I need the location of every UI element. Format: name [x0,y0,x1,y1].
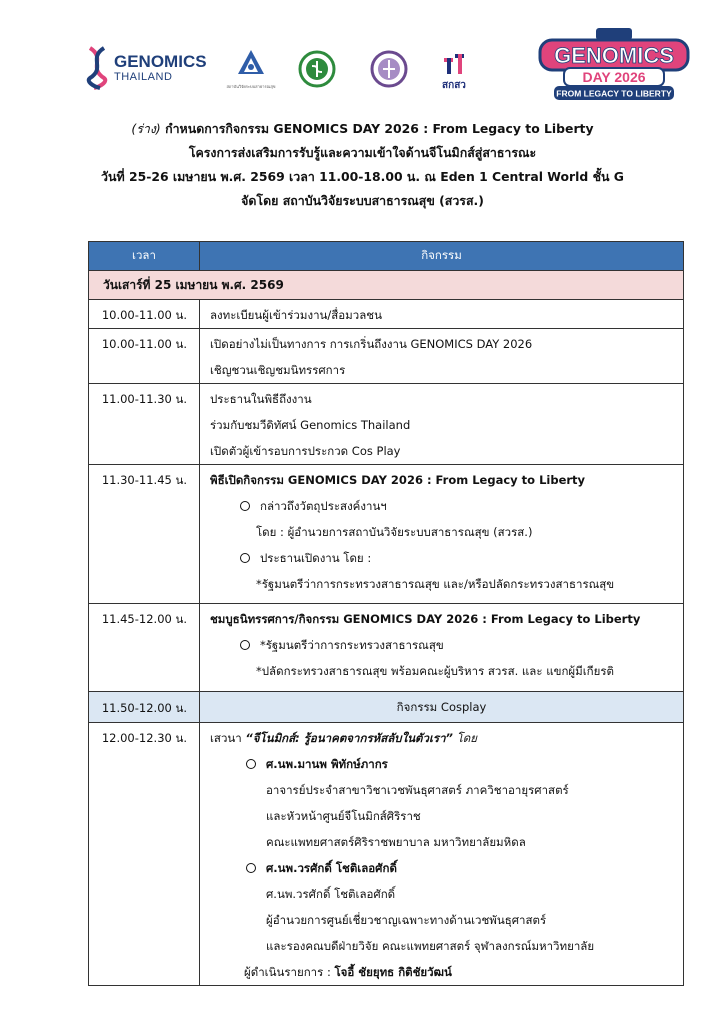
header-title-line [0,117,725,141]
table-row [89,465,684,604]
panel-prefix: เสวนา [210,731,246,745]
activity-line: เชิญชวนเชิญชมนิทรรศการ [210,363,346,377]
row-time: 11.50-12.00 น. [89,692,200,723]
dna-helix-icon [84,46,110,90]
row-activity [200,300,684,329]
speaker-name [210,855,683,881]
activity-title: พิธีเปิดกิจกรรม GENOMICS DAY 2026 : From Legacy to Liberty [210,473,586,487]
circle-bullet-icon [240,501,250,511]
table-row [89,604,684,692]
speaker-detail: อาจารย์ประจำสาขาวิชาเวชพันธุศาสตร์ ภาควิชาอายุรศาสตร์ [266,783,569,797]
activity-line: ร่วมกับชมวีดิทัศน์ Genomics Thailand [210,418,411,432]
row-activity [200,723,684,986]
row-activity [200,329,684,384]
bullet-item [210,632,683,658]
speaker-name [210,751,683,777]
speaker-detail: ผู้อำนวยการศูนย์เชี่ยวชาญเฉพาะทางด้านเวชพันธุศาสตร์ [266,913,547,927]
col-activity-header: กิจกรรม [200,242,684,271]
table-header-row [89,242,684,271]
row-time: 11.30-11.45 น. [89,465,200,604]
panel-suffix: โดย [452,731,478,745]
panel-title [210,725,683,751]
speaker-detail: คณะแพทยศาสตร์ศิริราชพยาบาล มหาวิทยาลัยมหิดล [266,835,526,849]
hsri-emblem-icon [236,48,266,78]
panel-quote: “จีโนมิกส์: รู้อนาคตจากรหัสลับในตัวเรา” [245,731,453,745]
tsri-logo [440,52,468,93]
bullet-subtext: โดย : ผู้อำนวยการสถาบันวิจัยระบบสาธารณสุข (สวรส.) [256,525,533,539]
header-organizer: จัดโดย สถาบันวิจัยระบบสาธารณสุข (สวรส.) [241,193,484,208]
genomics-day-tagline: FROM LEGACY TO LIBERTY [556,88,672,99]
row-time: 11.45-12.00 น. [89,604,200,692]
speaker-text: ศ.นพ.วรศักดิ์ โชติเลอศักดิ์ [266,861,397,875]
activity-line: ลงทะเบียนผู้เข้าร่วมงาน/สื่อมวลชน [210,308,382,322]
bullet-subtext: *รัฐมนตรีว่าการกระทรวงสาธารณสุข และ/หรือปลัดกระทรวงสาธารณสุข [256,577,615,591]
document-header [0,117,725,213]
col-time-header: เวลา [89,242,200,271]
header-title: กำหนดการกิจกรรม GENOMICS DAY 2026 : From Legacy to Liberty [165,121,594,136]
circle-bullet-icon [240,640,250,650]
table-row [89,384,684,465]
moph-logo [298,50,336,92]
circle-bullet-icon [240,553,250,563]
hsri-logo [226,48,276,90]
moderator-label: ผู้ดำเนินรายการ : [244,965,335,979]
genomics-wordmark: GENOMICS [114,52,207,71]
genomics-day-title: GENOMICS [554,43,674,68]
bullet-text: ประธานเปิดงาน โดย : [260,551,372,565]
dms-logo [370,50,408,92]
moph-seal-icon [298,50,336,88]
speaker-detail: ศ.นพ.วรศักดิ์ โชติเลอศักดิ์ [266,887,396,901]
day-label: วันเสาร์ที่ 25 เมษายน พ.ศ. 2569 [89,271,684,300]
header-project: โครงการส่งเสริมการรับรู้และความเข้าใจด้านจีโนมิกส์สู่สาธารณะ [188,145,537,160]
tsri-caption: สกสว [442,80,466,91]
genomics-day-logo [536,26,692,110]
row-activity: กิจกรรม Cosplay [200,692,684,723]
table-row [89,723,684,986]
tsri-mark-icon [442,52,466,76]
table-row [89,329,684,384]
table-row [89,300,684,329]
row-time: 11.00-11.30 น. [89,384,200,465]
row-time: 10.00-11.00 น. [89,329,200,384]
bullet-text: กล่าวถึงวัตถุประสงค์งานฯ [260,499,387,513]
genomics-day-year: DAY 2026 [582,69,646,85]
thailand-wordmark: THAILAND [114,71,173,83]
hsri-caption: สถาบันวิจัยระบบสาธารณสุข [226,84,276,89]
activity-title: ชมบูธนิทรรศการ/กิจกรรม GENOMICS DAY 2026 : From Legacy to Liberty [210,612,641,626]
speaker-detail: และรองคณบดีฝ่ายวิจัย คณะแพทยศาสตร์ จุฬาลงกรณ์มหาวิทยาลัย [266,939,595,953]
row-activity [200,384,684,465]
row-activity [200,604,684,692]
moderator-line [210,959,683,985]
schedule-table [88,241,684,986]
draft-label: (ร่าง) [131,121,161,136]
logo-bar [0,26,725,116]
activity-line: เปิดตัวผู้เข้ารอบการประกวด Cos Play [210,444,401,458]
table-row-highlight [89,692,684,723]
moderator-name: โจอี้ ชัยยุทธ กิติชัยวัฒน์ [334,965,452,979]
bullet-item [210,545,683,571]
row-activity [200,465,684,604]
row-time: 12.00-12.30 น. [89,723,200,986]
circle-bullet-icon [246,863,256,873]
speaker-detail: และหัวหน้าศูนย์จีโนมิกส์ศิริราช [266,809,421,823]
dms-seal-icon [370,50,408,88]
genomics-thailand-logo [84,46,207,90]
day-row [89,271,684,300]
row-time: 10.00-11.00 น. [89,300,200,329]
activity-line: เปิดอย่างไม่เป็นทางการ การเกริ่นถึงงาน GENOMICS DAY 2026 [210,337,533,351]
activity-line: ประธานในพิธีถึงงาน [210,392,312,406]
speaker-text: ศ.นพ.มานพ พิทักษ์ภากร [266,757,388,771]
bullet-subtext: *ปลัดกระทรวงสาธารณสุข พร้อมคณะผู้บริหาร สวรส. และ แขกผู้มีเกียรติ [256,664,615,678]
bullet-item [210,493,683,519]
circle-bullet-icon [246,759,256,769]
bullet-text: *รัฐมนตรีว่าการกระทรวงสาธารณสุข [260,638,444,652]
header-date-venue: วันที่ 25-26 เมษายน พ.ศ. 2569 เวลา 11.00-18.00 น. ณ Eden 1 Central World ชั้น G [101,169,624,184]
genomics-day-emblem [536,26,692,106]
